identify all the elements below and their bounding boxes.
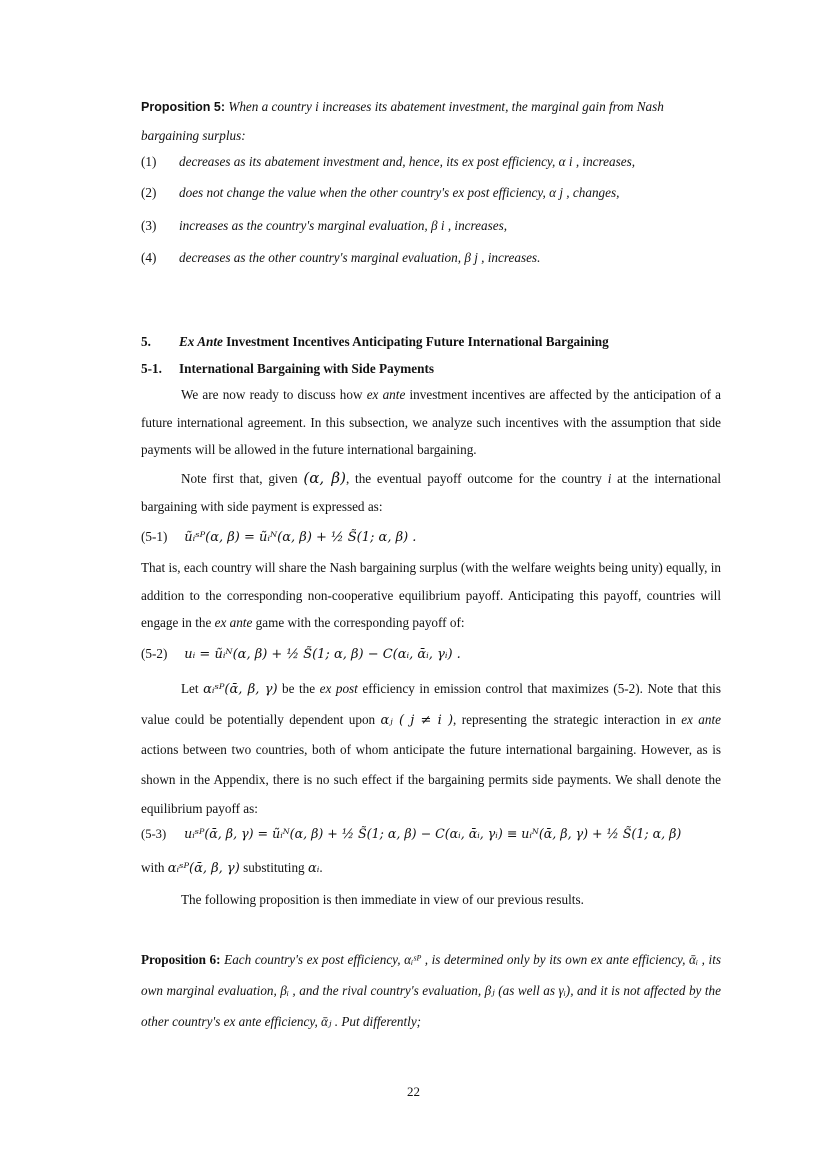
proposition-6-label: Proposition 6: <box>141 952 221 967</box>
equation-expression: ũᵢˢᴾ(α, β) = ũᵢᴺ(α, β) + ½ S̃(1; α, β) . <box>184 530 417 545</box>
paragraph-intro <box>141 381 721 464</box>
text-run-italic: ex ante <box>681 711 721 727</box>
paragraph-ex-post-efficiency <box>141 674 721 824</box>
text-run: . <box>319 860 323 875</box>
proposition-6 <box>141 944 721 1037</box>
text-run-italic: ex ante <box>211 615 253 630</box>
item-number: (2) <box>141 185 157 200</box>
text-run: That is, each country will share the Nash bargaining surplus (with the welfare weights being unity) equally, in addition to the corresponding non-cooperative equilibrium payoff. Anticipating this payoff, countries will engage in the <box>141 560 721 630</box>
paragraph-transition <box>141 886 721 914</box>
math-inline: αᵢ <box>307 861 320 876</box>
equation-expression: uᵢˢᴾ(ᾱ, β, γ) = ũᵢᴺ(α, β) + ½ S̃(1; α, β) − C(αᵢ, ᾱᵢ, γᵢ) ≡ uᵢᴺ(ᾱ, β, γ) + ½ S̃(1; α, β) <box>184 826 682 841</box>
text-run: investment incentives are affected by the anticipation of a future international agreement. In this subsection, we analyze such incentives with the assumption that side payments will be allowed in the future international bargaining. <box>141 387 721 457</box>
section-5-heading <box>141 334 609 350</box>
proposition-5-label: Proposition 5: <box>141 100 226 114</box>
text-run: Let <box>181 681 204 696</box>
equation-5-2 <box>141 646 461 662</box>
equation-5-3 <box>141 826 681 842</box>
math-inline: αⱼ ( j ≠ i ) <box>380 712 454 728</box>
section-title-italic: Ex Ante <box>179 334 223 349</box>
text-run: efficiency in emission control that maximizes (5-2). Note that this value could be potentially dependent upon <box>141 681 721 727</box>
text-run: at the international bargaining with side payment is expressed as: <box>141 471 722 514</box>
text-run: substituting <box>239 860 308 875</box>
text-run-italic: ex post <box>319 681 358 696</box>
equation-5-1 <box>141 529 416 545</box>
text-run: We are now ready to discuss how <box>181 387 367 402</box>
item-text: decreases as the other country's marginal evaluation, β j , increases. <box>179 250 541 265</box>
text-run: actions between two countries, both of whom anticipate the future international bargaining. However, as is shown in the Appendix, there is no such effect if the bargaining permits side payments. We shall denote the equilibrium payoff as: <box>141 742 721 816</box>
paragraph-nash-surplus <box>141 554 721 637</box>
proposition-6-text: Each country's ex post efficiency, αᵢˢᴾ , is determined only by its own ex ante efficiency, ᾱᵢ , its own marginal evaluation, βᵢ , and the rival country's evaluation, βⱼ (as well as γᵢ), and it is not affected by the other country's ex ante efficiency, ᾱⱼ . Put differently; <box>141 952 721 1029</box>
equation-label: (5-3) <box>141 827 167 841</box>
item-number: (3) <box>141 218 157 233</box>
math-inline: αᵢˢᴾ(ᾱ, β, γ) <box>203 682 278 697</box>
math-inline: αᵢˢᴾ(ᾱ, β, γ) <box>167 861 240 876</box>
equation-label: (5-1) <box>141 529 168 544</box>
proposition-5 <box>141 93 721 149</box>
equation-expression: uᵢ = ũᵢᴺ(α, β) + ½ S̃(1; α, β) − C(αᵢ, ᾱᵢ, γᵢ) . <box>184 647 461 662</box>
section-number: 5. <box>141 334 151 349</box>
text-run-italic: i <box>607 471 612 486</box>
item-text: does not change the value when the other country's ex post efficiency, α j , changes, <box>179 185 620 200</box>
text-run: be the <box>277 681 320 696</box>
math-inline: (α, β) <box>303 469 346 487</box>
text-run: game with the corresponding payoff of: <box>252 615 465 630</box>
proposition-5-intro: When a country i increases its abatement investment, the marginal gain from Nash bargaining surplus: <box>141 99 664 143</box>
item-number: (4) <box>141 250 157 265</box>
item-text: decreases as its abatement investment and, hence, its ex post efficiency, α i , increases, <box>179 154 636 169</box>
page-number: 22 <box>407 1084 420 1099</box>
paragraph-payoff <box>141 465 721 520</box>
section-5-1-heading <box>141 361 434 377</box>
text-run: with <box>141 860 168 875</box>
section-title: International Bargaining with Side Payments <box>179 361 434 376</box>
text-run: , representing the strategic interaction in <box>453 711 682 727</box>
section-number: 5-1. <box>141 361 162 376</box>
section-title: Investment Incentives Anticipating Future International Bargaining <box>222 334 609 349</box>
item-text: increases as the country's marginal evaluation, β i , increases, <box>179 218 508 233</box>
equation-label: (5-2) <box>141 646 168 661</box>
text-run: Note first that, given <box>181 471 304 486</box>
text-run: The following proposition is then immediate in view of our previous results. <box>181 892 584 907</box>
item-number: (1) <box>141 154 157 169</box>
substitution-line <box>141 860 323 876</box>
text-run: , the eventual payoff outcome for the country <box>345 471 608 486</box>
text-run-italic: ex ante <box>366 387 406 402</box>
